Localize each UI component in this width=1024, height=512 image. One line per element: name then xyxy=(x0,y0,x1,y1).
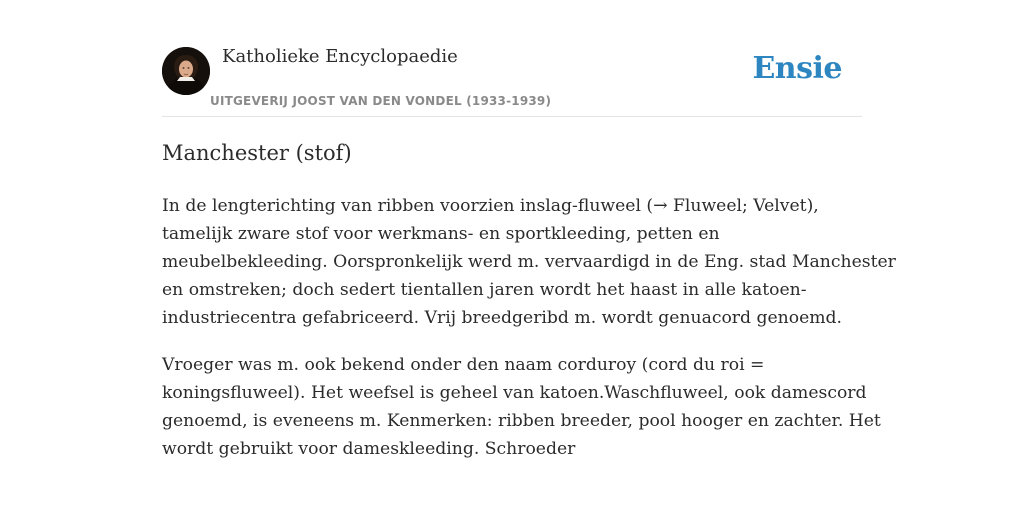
site-header xyxy=(162,0,862,117)
paragraph-line: genoemd, is eveneens m. Kenmerken: ribben breeder, pool hooger en zachter. Het xyxy=(162,411,881,431)
paragraph-line: Vroeger was m. ook bekend onder den naam corduroy (cord du roi = xyxy=(162,355,765,375)
paragraph-line: meubelbekleeding. Oorspronkelijk werd m. vervaardigd in de Eng. stad Manchester xyxy=(162,252,896,272)
article-paragraph-1 xyxy=(162,192,896,332)
paragraph-line: industriecentra gefabriceerd. Vrij breedgeribd m. wordt genuacord genoemd. xyxy=(162,308,843,328)
brand-logo[interactable]: Ensie xyxy=(752,51,842,86)
page-container xyxy=(162,0,896,459)
paragraph-line: In de lengterichting van ribben voorzien inslag-fluweel (→ Fluweel; Velvet), xyxy=(162,196,819,216)
paragraph-line: en omstreken; doch sedert tientallen jaren wordt het haast in alle katoen- xyxy=(162,280,807,300)
portrait-icon xyxy=(162,47,210,95)
avatar[interactable] xyxy=(162,47,210,95)
paragraph-line: tamelijk zware stof voor werkmans- en sportkleeding, petten en xyxy=(162,224,720,244)
paragraph-line: wordt gebruikt voor dameskleeding. Schroeder xyxy=(162,439,576,459)
publisher-label: UITGEVERIJ JOOST VAN DEN VONDEL (1933-1939) xyxy=(210,94,552,108)
paragraph-line: koningsfluweel). Het weefsel is geheel van katoen.Waschfluweel, ook damescord xyxy=(162,383,867,403)
article-paragraph-2 xyxy=(162,351,881,463)
page-title: Manchester (stof) xyxy=(162,141,352,165)
site-title[interactable]: Katholieke Encyclopaedie xyxy=(222,46,458,67)
